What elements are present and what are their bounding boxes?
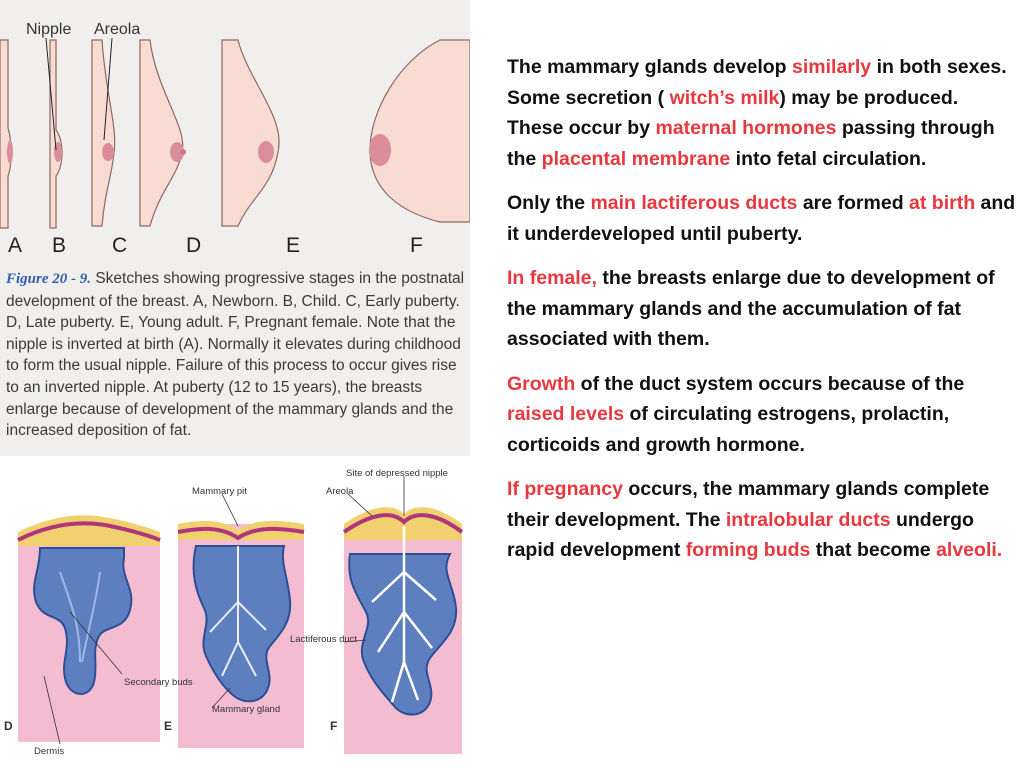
dermis-label: Dermis bbox=[34, 746, 65, 757]
figure-number: Figure 20 - 9. bbox=[6, 271, 92, 287]
paragraph-3 bbox=[507, 263, 1019, 355]
stage-a-sketch bbox=[0, 40, 13, 228]
mammary-gland-label: Mammary gland bbox=[212, 704, 281, 715]
stage-letter-e: E bbox=[286, 234, 301, 257]
text-run: passing through the bbox=[507, 117, 995, 170]
highlighted-term: maternal hormones bbox=[655, 117, 837, 139]
highlighted-term: witch’s milk bbox=[669, 86, 780, 109]
highlighted-term: main lactiferous ducts bbox=[590, 192, 798, 214]
highlighted-term: In female, bbox=[507, 267, 597, 289]
highlighted-term: placental membrane bbox=[541, 147, 731, 170]
highlighted-term: at birth bbox=[909, 192, 976, 214]
highlighted-term: Growth bbox=[507, 372, 576, 395]
text-run: of circulating estrogens, prolactin, corticoids and growth hormone. bbox=[507, 403, 950, 456]
panel-letter-f: F bbox=[330, 719, 338, 733]
text-run: The mammary glands develop bbox=[507, 56, 793, 78]
highlighted-term: If pregnancy bbox=[507, 478, 623, 500]
breast-stage-sketches bbox=[0, 0, 470, 268]
stage-letter-b: B bbox=[52, 234, 67, 257]
areola-histology-label: Areola bbox=[326, 486, 354, 497]
figure-column bbox=[0, 0, 472, 768]
panel-d-illustration bbox=[18, 515, 160, 742]
stage-letter-c: C bbox=[112, 234, 128, 257]
stage-f-sketch bbox=[369, 40, 470, 222]
stage-letter-a: A bbox=[8, 234, 23, 257]
stage-d-sketch bbox=[140, 40, 186, 226]
panel-letter-d: D bbox=[4, 719, 13, 733]
text-run: in both sexes. Some secretion ( bbox=[507, 56, 1007, 109]
highlighted-term: intralobular ducts bbox=[725, 508, 891, 531]
mammary-gland-histology-figure bbox=[0, 462, 472, 768]
paragraph-2 bbox=[507, 188, 1019, 249]
text-run: of the duct system occurs because of the bbox=[575, 372, 965, 395]
stage-c-sketch bbox=[92, 40, 115, 226]
text-run: ) may be produced. These occur by bbox=[507, 86, 959, 139]
text-run: that become bbox=[810, 539, 937, 561]
mammary-pit-label: Mammary pit bbox=[192, 486, 247, 497]
stage-e-sketch bbox=[222, 40, 279, 226]
text-run: the breasts enlarge due to development of the mammary glands and the accumulation of fat associated with them. bbox=[507, 267, 995, 350]
paragraph-5 bbox=[507, 474, 1019, 566]
stage-b-sketch bbox=[50, 40, 62, 228]
highlighted-term: similarly bbox=[792, 56, 872, 78]
site-depressed-nipple-label: Site of depressed nipple bbox=[346, 468, 448, 479]
paragraph-1 bbox=[507, 52, 1019, 174]
figure-caption-text: Sketches showing progressive stages in the postnatal development of the breast. A, Newborn. B, Child. C, Early puberty. D, Late puberty. E, Young adult. F, Pregnant female. Note that the nipple is inverted at birth (A). Normally it elevates during childhood to form the usual nipple. Failure of this process to occur gives rise to an inverted nipple. At puberty (12 to 15 years), the breasts enlarge because of development of the mammary glands and the increased deposition of fat. bbox=[6, 270, 465, 440]
text-run: are formed bbox=[797, 192, 910, 214]
highlighted-term: forming buds bbox=[685, 539, 811, 561]
figure-caption bbox=[6, 268, 468, 442]
histology-panels bbox=[0, 462, 472, 768]
areola-label: Areola bbox=[94, 21, 141, 38]
highlighted-term: alveoli. bbox=[936, 539, 1003, 561]
text-run: occurs, the mammary glands complete their development. The bbox=[507, 478, 990, 531]
panel-letter-e: E bbox=[164, 719, 173, 733]
nipple-label: Nipple bbox=[26, 21, 72, 38]
text-run: and it underdeveloped until puberty. bbox=[507, 192, 1016, 245]
text-run: into fetal circulation. bbox=[730, 147, 927, 170]
panel-f-illustration bbox=[344, 507, 462, 754]
text-run: Only the bbox=[507, 192, 591, 214]
secondary-buds-label: Secondary buds bbox=[124, 677, 193, 688]
breast-development-figure bbox=[0, 0, 470, 456]
explanatory-text bbox=[507, 52, 1019, 580]
text-run: undergo rapid development bbox=[507, 508, 974, 561]
lactiferous-duct-label: Lactiferous duct bbox=[290, 634, 358, 645]
stage-letter-f: F bbox=[410, 234, 423, 257]
stage-letter-d: D bbox=[186, 234, 202, 257]
highlighted-term: raised levels bbox=[507, 403, 625, 425]
paragraph-4 bbox=[507, 369, 1019, 461]
